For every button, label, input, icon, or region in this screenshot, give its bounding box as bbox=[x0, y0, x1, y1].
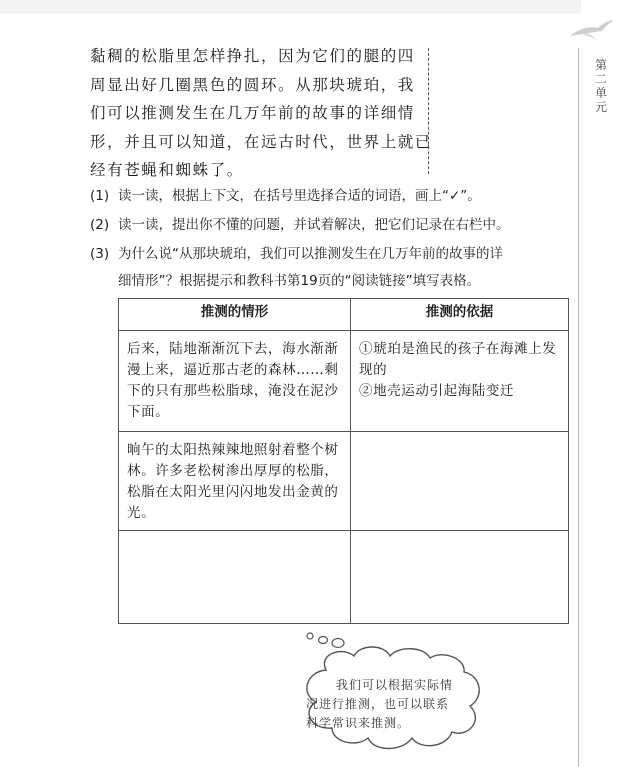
passage-line: 经有苍蝇和蜘蛛了。 bbox=[90, 161, 244, 179]
tip-line: 科学常识来推测。 bbox=[306, 716, 411, 730]
situation-cell-blank[interactable] bbox=[119, 531, 351, 624]
question-number: (3) bbox=[90, 246, 110, 262]
question-text: 为什么说“从那块琥珀，我们可以推测发生在几万年前的故事的详 bbox=[118, 246, 503, 262]
passage-dashed-divider bbox=[428, 48, 429, 174]
column-header-basis: 推测的依据 bbox=[351, 299, 569, 331]
bird-icon bbox=[568, 18, 616, 42]
passage-line: 形，并且可以知道，在远古时代，世界上就已 bbox=[90, 132, 433, 151]
situation-cell: 晌午的太阳热辣辣地照射着整个树林。许多老松树渗出厚厚的松脂，松脂在太阳光里闪闪地发出金黄的光。 bbox=[119, 432, 351, 531]
basis-cell-blank[interactable] bbox=[351, 432, 569, 531]
passage-line: 们可以推测发生在几万年前的故事的详细情 bbox=[90, 104, 415, 122]
basis-item: ②地壳运动引起海陆变迁 bbox=[359, 383, 515, 399]
question-text: 读一读，提出你不懂的问题，并试着解决，把它们记录在右栏中。 bbox=[118, 217, 510, 233]
question-3-continued: 细情形”？根据提示和教科书第19页的“阅读链接”填写表格。 bbox=[118, 273, 481, 289]
table-row bbox=[119, 432, 569, 531]
question-1 bbox=[90, 183, 481, 209]
page-right-margin bbox=[581, 0, 641, 767]
situation-cell: 后来，陆地渐渐沉下去，海水渐渐漫上来，逼近那古老的森林……剩下的只有那些松脂球，淹没在泥沙下面。 bbox=[119, 331, 351, 432]
tip-text bbox=[306, 676, 466, 733]
question-3 bbox=[90, 241, 503, 267]
tip-line: 我们可以根据实际情 bbox=[336, 678, 454, 692]
table-row bbox=[119, 531, 569, 624]
passage-line: 黏稠的松脂里怎样挣扎，因为它们的腿的四 bbox=[90, 47, 415, 65]
basis-cell[interactable] bbox=[351, 331, 569, 432]
question-number: (1) bbox=[90, 188, 110, 204]
passage-line: 周显出好几圈黑色的圆环。从那块琥珀，我 bbox=[90, 75, 415, 94]
basis-cell-blank[interactable] bbox=[351, 531, 569, 624]
question-2 bbox=[90, 212, 510, 238]
basis-item: ①琥珀是渔民的孩子在海滩上发现的 bbox=[359, 341, 557, 378]
question-number: (2) bbox=[90, 217, 110, 233]
inference-table bbox=[118, 298, 569, 624]
page-top-band bbox=[0, 0, 641, 14]
reading-passage bbox=[90, 42, 433, 185]
column-header-situation: 推测的情形 bbox=[119, 299, 351, 331]
question-text: 读一读，根据上下文，在括号里选择合适的词语，画上“✓”。 bbox=[118, 188, 481, 204]
margin-rule bbox=[578, 48, 579, 767]
tip-line: 况进行推测，也可以联系 bbox=[306, 697, 450, 711]
unit-label: 第二单元 bbox=[594, 58, 607, 114]
table-row bbox=[119, 331, 569, 432]
